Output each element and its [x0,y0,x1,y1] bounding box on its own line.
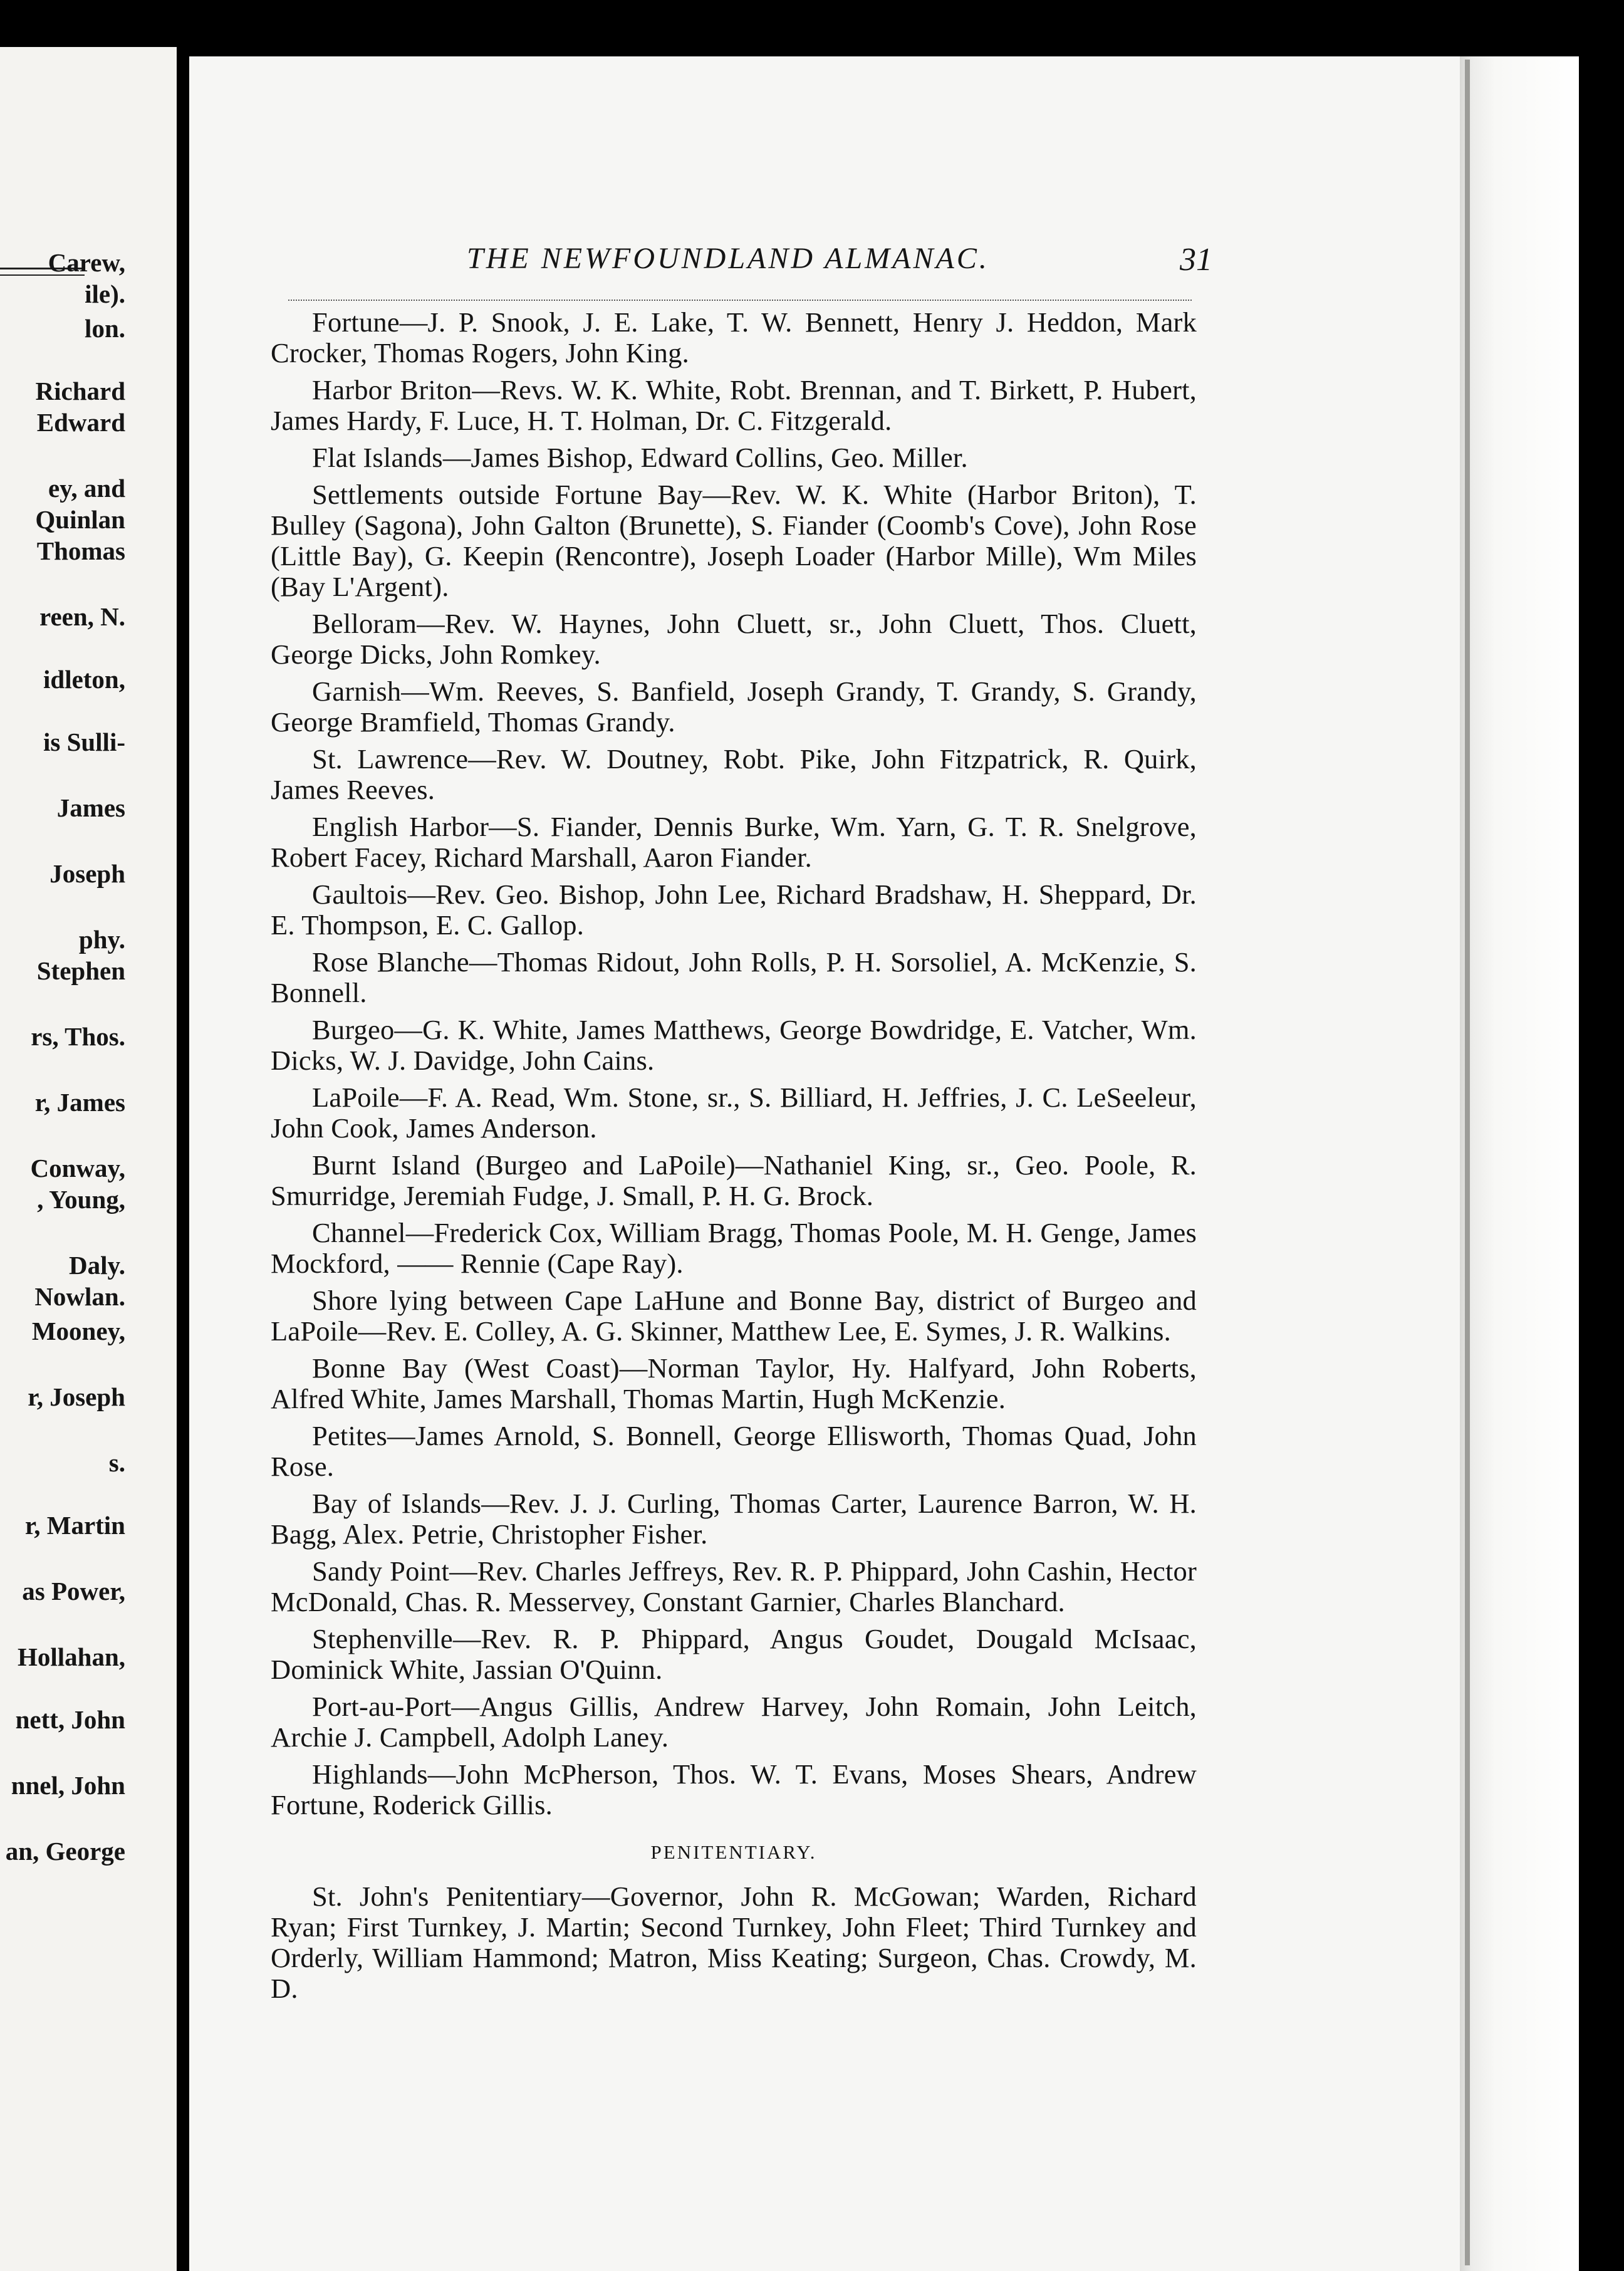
previous-page-fragment: Joseph [49,859,125,888]
previous-page-fragment: idleton, [43,665,125,694]
previous-page-fragment: r, Joseph [28,1382,125,1411]
previous-page-fragment: an, George [5,1837,125,1866]
entry-st-johns-penitentiary: St. John's Penitentiary—Governor, John R. McGowan; Warden, Richard Ryan; First Turnkey, J. Martin; Second Turnkey, John Fleet; Third Turnkey and Orderly, William Hammond; Matron, Miss Keating; Surgeon, Chas. Crowdy, M. D. [271,1881,1197,2004]
entry-channel: Channel—Frederick Cox, William Bragg, Thomas Poole, M. H. Genge, James Mockford, —— Rennie (Cape Ray). [271,1217,1197,1279]
previous-page-fragment: Hollahan, [17,1642,125,1671]
entry-gaultois: Gaultois—Rev. Geo. Bishop, John Lee, Richard Bradshaw, H. Sheppard, Dr. E. Thompson, E. C. Gallop. [271,879,1197,941]
entry-garnish: Garnish—Wm. Reeves, S. Banfield, Joseph Grandy, T. Grandy, S. Grandy, George Bramfield, Thomas Grandy. [271,676,1197,738]
previous-page-fragment: James [56,793,125,822]
entry-petites: Petites—James Arnold, S. Bonnell, George Ellisworth, Thomas Quad, John Rose. [271,1420,1197,1482]
running-title: THE NEWFOUNDLAND ALMANAC. [467,242,989,275]
section-heading-penitentiary: PENITENTIARY. [650,1841,817,1863]
entry-fortune: Fortune—J. P. Snook, J. E. Lake, T. W. Bennett, Henry J. Heddon, Mark Crocker, Thomas Rogers, John King. [271,306,1197,368]
entry-rose-blanche: Rose Blanche—Thomas Ridout, John Rolls, P. H. Sorsoliel, A. McKenzie, S. Bonnell. [271,946,1197,1008]
previous-page-fragment: Thomas [36,536,125,565]
entry-bonne-bay: Bonne Bay (West Coast)—Norman Taylor, Hy. Halfyard, John Roberts, Alfred White, James Marshall, Thomas Martin, Hugh McKenzie. [271,1352,1197,1414]
previous-page-fragment: r, James [34,1088,125,1117]
previous-page-fragment: Carew, [48,248,125,277]
entry-shore-cape-lahune-bonne-bay: Shore lying between Cape LaHune and Bonne Bay, district of Burgeo and LaPoile—Rev. E. Colley, A. G. Skinner, Matthew Lee, E. Symes, J. R. Walkins. [271,1285,1197,1347]
page-fold-shadow [1465,60,1470,2265]
previous-page-fragment: lon. [85,314,125,343]
entry-highlands: Highlands—John McPherson, Thos. W. T. Evans, Moses Shears, Andrew Fortune, Roderick Gillis. [271,1758,1197,1820]
entry-settlements-outside-fortune-bay: Settlements outside Fortune Bay—Rev. W. K. White (Harbor Briton), T. Bulley (Sagona), John Galton (Brunette), S. Fiander (Coomb's Cove), John Rose (Little Bay), G. Keepin (Rencontre), Joseph Loader (Harbor Mille), Wm Miles (Bay L'Argent). [271,479,1197,602]
previous-page-fragment: nnel, John [11,1771,125,1800]
previous-page-fragment: Mooney, [31,1317,125,1345]
previous-page-fragment: s. [108,1448,125,1477]
entry-sandy-point: Sandy Point—Rev. Charles Jeffreys, Rev. R. P. Phippard, John Cashin, Hector McDonald, Chas. R. Messervey, Constant Garnier, Charles Blanchard. [271,1555,1197,1617]
previous-page-fragment: Daly. [69,1251,125,1280]
previous-page-fragment: phy. [78,925,125,954]
page-number: 31 [1180,242,1212,278]
previous-page-fragment: Conway, [30,1154,125,1182]
previous-page-fragment: reen, N. [39,602,125,631]
entry-belloram: Belloram—Rev. W. Haynes, John Cluett, sr., John Cluett, Thos. Cluett, George Dicks, John Romkey. [271,608,1197,670]
previous-page-fragment: as Power, [22,1577,125,1605]
entry-bay-of-islands: Bay of Islands—Rev. J. J. Curling, Thomas Carter, Laurence Barron, W. H. Bagg, Alex. Petrie, Christopher Fisher. [271,1488,1197,1550]
previous-page-fragment: Nowlan. [34,1282,125,1311]
previous-page-fragment: r, Martin [24,1511,125,1540]
entry-lapoile: LaPoile—F. A. Read, Wm. Stone, sr., S. Billiard, H. Jeffries, J. C. LeSeeleur, John Cook, James Anderson. [271,1082,1197,1144]
previous-page-fragment: ey, and [48,474,125,503]
previous-page-fragment: Stephen [36,956,125,985]
previous-page-fragment: , Young, [37,1185,125,1214]
header-rule [288,300,1192,301]
previous-page-fragment: rs, Thos. [31,1022,125,1051]
page-header [467,241,1212,285]
entry-burnt-island: Burnt Island (Burgeo and LaPoile)—Nathaniel King, sr., Geo. Poole, R. Smurridge, Jeremiah Fudge, J. Small, P. H. G. Brock. [271,1149,1197,1211]
previous-page-strip [0,47,177,2271]
directory-entries [271,307,1197,2010]
entry-port-au-port: Port-au-Port—Angus Gillis, Andrew Harvey, John Romain, John Leitch, Archie J. Campbell, Adolph Laney. [271,1691,1197,1753]
entry-flat-islands: Flat Islands—James Bishop, Edward Collins, Geo. Miller. [312,442,968,473]
previous-page-fragment: Quinlan [35,505,125,534]
previous-page-fragment: Richard [35,377,125,405]
page-right-margin [1460,56,1579,2271]
entry-harbor-briton: Harbor Briton—Revs. W. K. White, Robt. Brennan, and T. Birkett, P. Hubert, James Hardy, F. Luce, H. T. Holman, Dr. C. Fitzgerald. [271,374,1197,436]
entry-st-lawrence: St. Lawrence—Rev. W. Doutney, Robt. Pike, John Fitzpatrick, R. Quirk, James Reeves. [271,743,1197,805]
previous-page-fragment: is Sulli- [43,728,125,756]
entry-stephenville: Stephenville—Rev. R. P. Phippard, Angus Goudet, Dougald McIsaac, Dominick White, Jassian O'Quinn. [271,1623,1197,1685]
scan-border [1579,0,1624,2271]
previous-page-fragment: ile). [85,279,125,308]
previous-page-fragment: Edward [36,408,125,437]
entry-burgeo: Burgeo—G. K. White, James Matthews, George Bowdridge, E. Vatcher, Wm. Dicks, W. J. Davidge, John Cains. [271,1014,1197,1076]
previous-page-fragment: nett, John [15,1705,125,1734]
entry-english-harbor: English Harbor—S. Fiander, Dennis Burke, Wm. Yarn, G. T. R. Snelgrove, Robert Facey, Richard Marshall, Aaron Fiander. [271,811,1197,873]
